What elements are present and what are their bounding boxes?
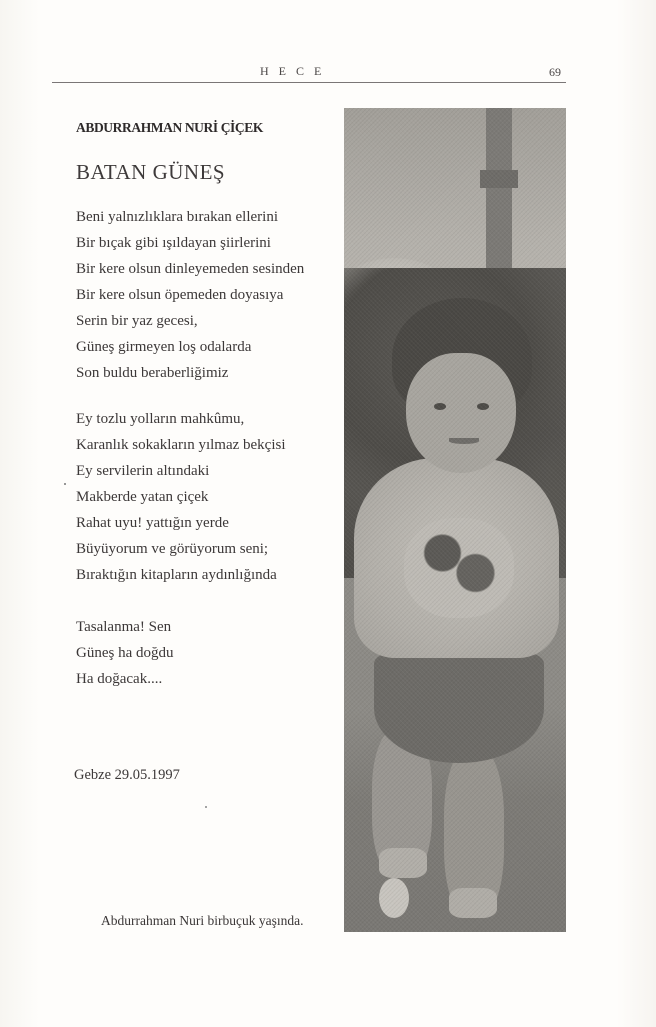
stanza-1 <box>76 204 304 386</box>
poem-line: Bir bıçak gibi ışıldayan şiirlerini <box>76 235 271 251</box>
poem-line: Ey servilerin altındaki <box>76 463 210 479</box>
place-date: Gebze 29.05.1997 <box>74 767 180 783</box>
poem-line: Ha doğacak.... <box>76 671 163 687</box>
halftone-grain <box>344 108 566 932</box>
poem-line: Ey tozlu yolların mahkûmu, <box>76 411 245 427</box>
print-speck <box>64 483 66 485</box>
journal-name: HECE <box>260 64 332 78</box>
poem-line: Son buldu beraberliğimiz <box>76 365 229 381</box>
poem-line: Beni yalnızlıklara bırakan ellerini <box>76 209 279 225</box>
child-photo <box>344 108 566 932</box>
poem-line: Büyüyorum ve görüyorum seni; <box>76 541 269 557</box>
poem-line: Tasalanma! Sen <box>76 619 172 635</box>
poem-line: Bir kere olsun dinleyemeden sesinden <box>76 261 305 277</box>
running-head <box>0 64 656 84</box>
stanza-3 <box>76 614 174 692</box>
stanza-2 <box>76 406 286 588</box>
poem-author: ABDURRAHMAN NURİ ÇİÇEK <box>76 120 263 135</box>
poem-line: Bıraktığın kitapların aydınlığında <box>76 567 277 583</box>
header-rule <box>52 82 566 83</box>
poem-line: Karanlık sokakların yılmaz bekçisi <box>76 437 286 453</box>
poem-line: Güneş ha doğdu <box>76 645 174 661</box>
poem-line: Serin bir yaz gecesi, <box>76 313 198 329</box>
print-speck <box>205 806 207 808</box>
page-number: 69 <box>549 65 561 79</box>
poem-line: Makberde yatan çiçek <box>76 489 209 505</box>
photo-caption: Abdurrahman Nuri birbuçuk yaşında. <box>101 913 304 928</box>
poem-title: BATAN GÜNEŞ <box>76 160 226 184</box>
poem-line: Rahat uyu! yattığın yerde <box>76 515 229 531</box>
poem-line: Güneş girmeyen loş odalarda <box>76 339 252 355</box>
poem-line: Bir kere olsun öpemeden doyasıya <box>76 287 284 303</box>
